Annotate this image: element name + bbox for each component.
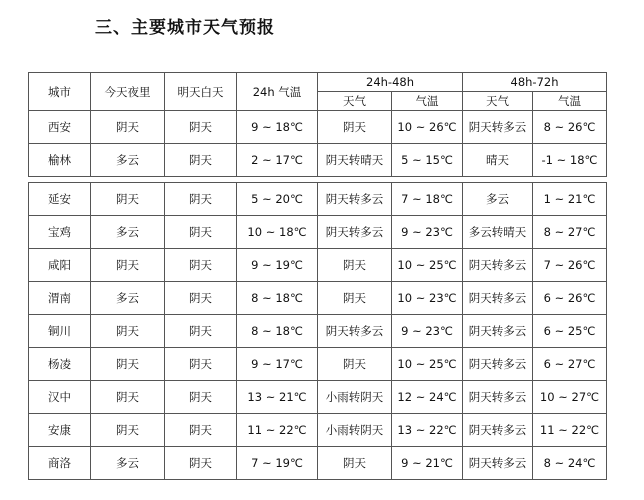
- table-row: [29, 282, 607, 315]
- tonight-cell: 阴天: [91, 315, 165, 348]
- temp-72h-cell: 11 ~ 22℃: [533, 414, 607, 447]
- temp-72h-cell: 6 ~ 25℃: [533, 315, 607, 348]
- header-weather-72h: 天气: [463, 92, 533, 111]
- weather-72h-cell: 阴天转多云: [463, 315, 533, 348]
- table-row: [29, 183, 607, 216]
- header-group-48h: 24h-48h: [318, 73, 463, 92]
- temp-48h-cell: 12 ~ 24℃: [392, 381, 463, 414]
- header-temp-24h: 24h 气温: [237, 73, 318, 111]
- weather-48h-cell: 阴天: [318, 249, 392, 282]
- tomorrow-day-cell: 阴天: [165, 183, 237, 216]
- weather-48h-cell: 阴天: [318, 348, 392, 381]
- tomorrow-day-cell: 阴天: [165, 249, 237, 282]
- page-title: 三、主要城市天气预报: [95, 18, 275, 38]
- city-cell: 汉中: [29, 381, 91, 414]
- table-row: [29, 111, 607, 144]
- city-cell: 西安: [29, 111, 91, 144]
- tomorrow-day-cell: 阴天: [165, 447, 237, 480]
- temp-72h-cell: 6 ~ 26℃: [533, 282, 607, 315]
- temp-24h-cell: 10 ~ 18℃: [237, 216, 318, 249]
- tonight-cell: 阴天: [91, 348, 165, 381]
- weather-72h-cell: 阴天转多云: [463, 447, 533, 480]
- city-cell: 延安: [29, 183, 91, 216]
- weather-48h-cell: 阴天转多云: [318, 216, 392, 249]
- weather-48h-cell: 阴天: [318, 111, 392, 144]
- temp-48h-cell: 9 ~ 23℃: [392, 216, 463, 249]
- header-group-72h: 48h-72h: [463, 73, 607, 92]
- header-city: 城市: [29, 73, 91, 111]
- temp-72h-cell: 6 ~ 27℃: [533, 348, 607, 381]
- header-row: [29, 73, 607, 92]
- temp-24h-cell: 8 ~ 18℃: [237, 315, 318, 348]
- tonight-cell: 多云: [91, 216, 165, 249]
- temp-24h-cell: 7 ~ 19℃: [237, 447, 318, 480]
- city-cell: 咸阳: [29, 249, 91, 282]
- temp-48h-cell: 9 ~ 23℃: [392, 315, 463, 348]
- tonight-cell: 阴天: [91, 381, 165, 414]
- temp-48h-cell: 10 ~ 25℃: [392, 249, 463, 282]
- tonight-cell: 阴天: [91, 183, 165, 216]
- temp-72h-cell: 10 ~ 27℃: [533, 381, 607, 414]
- tonight-cell: 阴天: [91, 249, 165, 282]
- tomorrow-day-cell: 阴天: [165, 315, 237, 348]
- temp-72h-cell: 7 ~ 26℃: [533, 249, 607, 282]
- temp-72h-cell: 8 ~ 26℃: [533, 111, 607, 144]
- table-row: [29, 381, 607, 414]
- tomorrow-day-cell: 阴天: [165, 381, 237, 414]
- city-cell: 榆林: [29, 144, 91, 177]
- temp-24h-cell: 5 ~ 20℃: [237, 183, 318, 216]
- temp-72h-cell: 1 ~ 21℃: [533, 183, 607, 216]
- temp-48h-cell: 5 ~ 15℃: [392, 144, 463, 177]
- weather-48h-cell: 阴天: [318, 282, 392, 315]
- tonight-cell: 多云: [91, 282, 165, 315]
- tonight-cell: 阴天: [91, 111, 165, 144]
- tomorrow-day-cell: 阴天: [165, 111, 237, 144]
- city-cell: 安康: [29, 414, 91, 447]
- temp-48h-cell: 10 ~ 25℃: [392, 348, 463, 381]
- header-temp-48h: 气温: [392, 92, 463, 111]
- weather-48h-cell: 阴天: [318, 447, 392, 480]
- tomorrow-day-cell: 阴天: [165, 348, 237, 381]
- table-row: [29, 144, 607, 177]
- city-cell: 铜川: [29, 315, 91, 348]
- weather-72h-cell: 阴天转多云: [463, 282, 533, 315]
- weather-48h-cell: 小雨转阴天: [318, 381, 392, 414]
- tomorrow-day-cell: 阴天: [165, 414, 237, 447]
- temp-48h-cell: 10 ~ 23℃: [392, 282, 463, 315]
- weather-48h-cell: 阴天转多云: [318, 315, 392, 348]
- temp-72h-cell: -1 ~ 18℃: [533, 144, 607, 177]
- header-temp-72h: 气温: [533, 92, 607, 111]
- temp-48h-cell: 7 ~ 18℃: [392, 183, 463, 216]
- weather-72h-cell: 阴天转多云: [463, 249, 533, 282]
- temp-24h-cell: 9 ~ 18℃: [237, 111, 318, 144]
- tonight-cell: 多云: [91, 144, 165, 177]
- weather-72h-cell: 晴天: [463, 144, 533, 177]
- table-row: [29, 447, 607, 480]
- weather-72h-cell: 多云转晴天: [463, 216, 533, 249]
- city-cell: 商洛: [29, 447, 91, 480]
- temp-24h-cell: 9 ~ 17℃: [237, 348, 318, 381]
- weather-72h-cell: 多云: [463, 183, 533, 216]
- city-cell: 宝鸡: [29, 216, 91, 249]
- table-row: [29, 348, 607, 381]
- city-cell: 杨凌: [29, 348, 91, 381]
- tonight-cell: 阴天: [91, 414, 165, 447]
- temp-24h-cell: 9 ~ 19℃: [237, 249, 318, 282]
- temp-72h-cell: 8 ~ 24℃: [533, 447, 607, 480]
- temp-24h-cell: 8 ~ 18℃: [237, 282, 318, 315]
- city-cell: 渭南: [29, 282, 91, 315]
- temp-24h-cell: 11 ~ 22℃: [237, 414, 318, 447]
- forecast-table: [28, 72, 607, 480]
- weather-48h-cell: 阴天转晴天: [318, 144, 392, 177]
- table-row: [29, 414, 607, 447]
- tonight-cell: 多云: [91, 447, 165, 480]
- weather-48h-cell: 小雨转阴天: [318, 414, 392, 447]
- weather-72h-cell: 阴天转多云: [463, 381, 533, 414]
- temp-48h-cell: 13 ~ 22℃: [392, 414, 463, 447]
- weather-72h-cell: 阴天转多云: [463, 111, 533, 144]
- table-row: [29, 249, 607, 282]
- header-tomorrow-day: 明天白天: [165, 73, 237, 111]
- forecast-body: [29, 111, 607, 480]
- weather-72h-cell: 阴天转多云: [463, 414, 533, 447]
- weather-72h-cell: 阴天转多云: [463, 348, 533, 381]
- tomorrow-day-cell: 阴天: [165, 216, 237, 249]
- temp-24h-cell: 13 ~ 21℃: [237, 381, 318, 414]
- tomorrow-day-cell: 阴天: [165, 144, 237, 177]
- tomorrow-day-cell: 阴天: [165, 282, 237, 315]
- temp-24h-cell: 2 ~ 17℃: [237, 144, 318, 177]
- temp-48h-cell: 9 ~ 21℃: [392, 447, 463, 480]
- header-tonight: 今天夜里: [91, 73, 165, 111]
- weather-48h-cell: 阴天转多云: [318, 183, 392, 216]
- table-row: [29, 216, 607, 249]
- header-weather-48h: 天气: [318, 92, 392, 111]
- temp-48h-cell: 10 ~ 26℃: [392, 111, 463, 144]
- temp-72h-cell: 8 ~ 27℃: [533, 216, 607, 249]
- table-row: [29, 315, 607, 348]
